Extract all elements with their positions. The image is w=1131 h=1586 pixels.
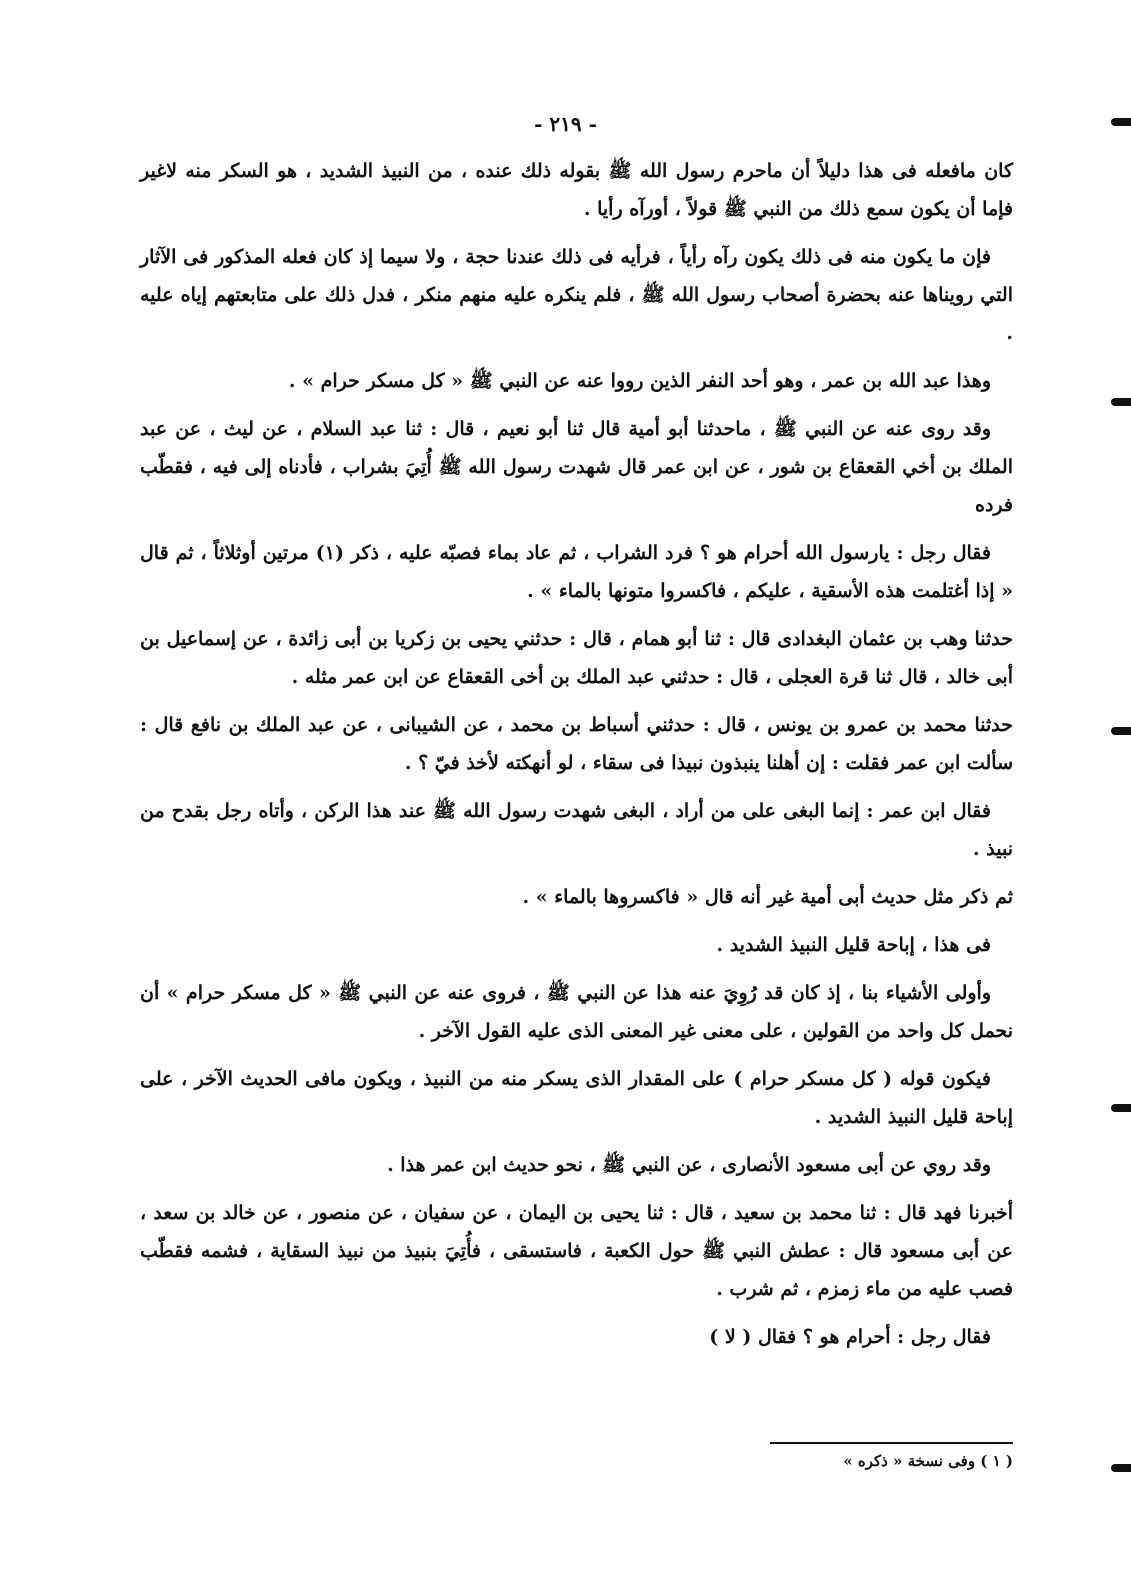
paragraph-12: فيكون قوله ( كل مسكر حرام ) على المقدار الذى يسكر منه من النبيذ ، ويكون مافى الحديث الآخر ، على إباحة قليل النبيذ الشديد . [140, 1068, 1013, 1128]
paragraph-9: ثم ذكر مثل حديث أبى أمية غير أنه قال « فاكسروها بالماء » . [522, 886, 1013, 908]
page-number: - ٢١٩ - [534, 112, 597, 136]
paragraph-13: وقد روي عن أبى مسعود الأنصارى ، عن النبي ﷺ ، نحو حديث ابن عمر هذا . [387, 1154, 991, 1176]
paragraph-8: فقال ابن عمر : إنما البغى على من أراد ، البغى شهدت رسول الله ﷺ عند هذا الركن ، وأتاه رجل بقدح من نبيذ . [140, 800, 1013, 860]
paragraph-14: أخبرنا فهد قال : ثنا محمد بن سعيد ، قال : ثنا يحيى بن اليمان ، عن سفيان ، عن منصور ، عن خالد بن سعد ، عن أبى مسعود قال : عطش النبي ﷺ حول الكعبة ، فاستسقى ، فأُتِيَ بنبيذ من نبيذ السقاية ، فشمه فقطّب فصب عليه من ماء زمزم ، ثم شرب . [140, 1202, 1013, 1300]
edge-mark [1111, 118, 1131, 126]
main-text [140, 152, 1013, 1366]
paragraph-7: حدثنا محمد بن عمرو بن يونس ، قال : حدثني أسباط بن محمد ، عن الشيبانى ، عن عبد الملك بن نافع قال : سألت ابن عمر فقلت : إن أهلنا ينبذون نبيذا فى سقاء ، لو أنهكته لأخذ فيّ ؟ . [140, 714, 1013, 774]
paragraph-6: حدثنا وهب بن عثمان البغدادى قال : ثنا أبو همام ، قال : حدثني يحيى بن زكريا بن أبى زائدة ، عن إسماعيل بن أبى خالد ، قال ثنا قرة العجلى ، قال : حدثني عبد الملك بن أخى القعقاع عن ابن عمر مثله . [140, 628, 1013, 688]
edge-mark [1111, 727, 1131, 735]
footnote: ( ١ ) وفى نسخة « ذكره » [843, 1452, 1013, 1470]
paragraph-4: وقد روى عنه عن النبي ﷺ ، ماحدثنا أبو أمية قال ثنا أبو نعيم ، قال : ثنا عبد السلام ، عن ليث ، عن عبد الملك بن أخي القعقاع بن شور ، عن ابن عمر قال شهدت رسول الله ﷺ أُتِيَ بشراب ، فأدناه إلى فيه ، فقطّب فرده [140, 418, 1013, 516]
paragraph-15: فقال رجل : أحرام هو ؟ فقال ( لا ) [709, 1326, 991, 1348]
paragraph-1: كان مافعله فى هذا دليلاً أن ماحرم رسول الله ﷺ بقوله ذلك عنده ، من النبيذ الشديد ، هو السكر منه لاغير فإما أن يكون سمع ذلك من النبي ﷺ قولاً ، أورآه رأيا . [140, 160, 1013, 220]
paragraph-10: فى هذا ، إباحة قليل النبيذ الشديد . [716, 934, 991, 956]
edge-mark [1111, 1464, 1131, 1472]
paragraph-3: وهذا عبد الله بن عمر ، وهو أحد النفر الذين رووا عنه عن النبي ﷺ « كل مسكر حرام » . [288, 370, 991, 392]
edge-mark [1111, 398, 1131, 406]
paragraph-2: فإن ما يكون منه فى ذلك يكون رآه رأياً ، فرأيه فى ذلك عندنا حجة ، ولا سيما إذ كان فعله المذكور فى الآثار التي رويناها عنه بحضرة أصحاب رسول الله ﷺ ، فلم ينكره عليه منهم منكر ، فدل ذلك على متابعتهم إياه عليه . [140, 246, 1014, 344]
paragraph-11: وأولى الأشياء بنا ، إذ كان قد رُوِيَ عنه هذا عن النبي ﷺ ، فروى عنه عن النبي ﷺ « كل مسكر حرام » أن نحمل كل واحد من القولين ، على معنى غير المعنى الذى عليه القول الآخر . [140, 982, 1013, 1042]
footnote-divider [770, 1442, 1013, 1444]
edge-mark [1111, 1104, 1131, 1112]
paragraph-5: فقال رجل : يارسول الله أحرام هو ؟ فرد الشراب ، ثم عاد بماء فصبّه عليه ، ذكر (١) مرتين أوثلاثاً ، ثم قال « إذا أغتلمت هذه الأسقية ، عليكم ، فاكسروا متونها بالماء » . [140, 542, 1013, 602]
